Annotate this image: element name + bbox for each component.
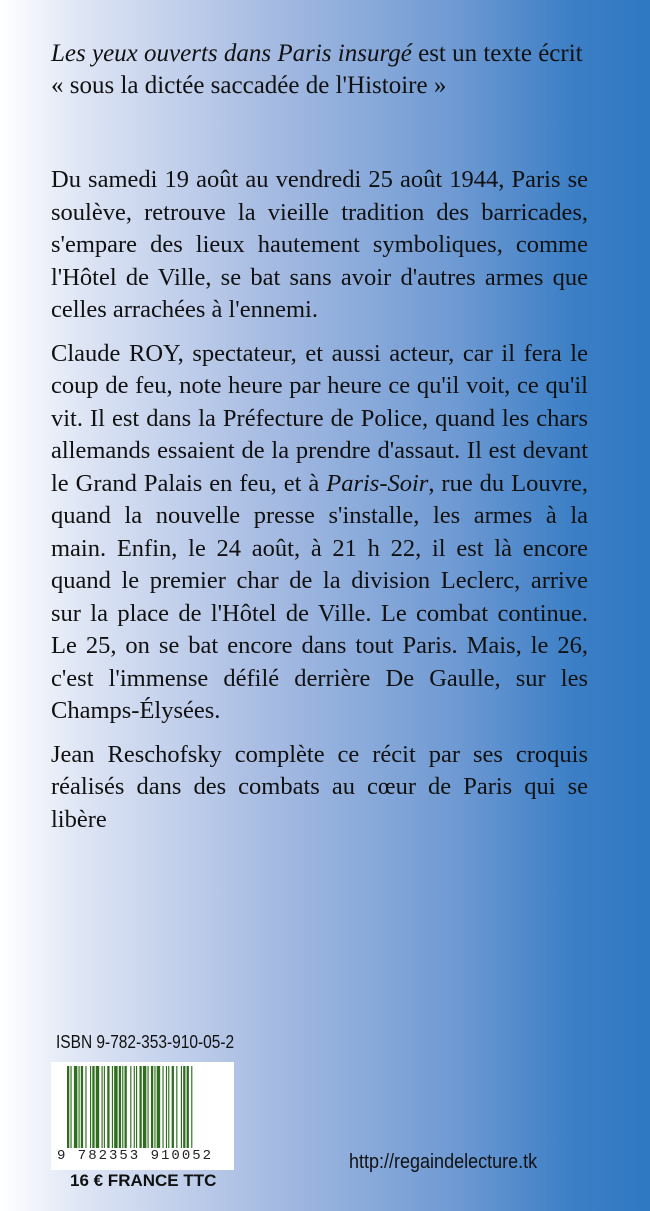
barcode-bar <box>122 1066 123 1148</box>
isbn-label: ISBN 9-782-353-910-05-2 <box>56 1032 235 1052</box>
barcode-bar <box>67 1066 69 1148</box>
barcode-bar <box>139 1066 141 1148</box>
barcode-bar <box>148 1066 149 1148</box>
intro-text <box>51 38 591 102</box>
barcode-bar <box>191 1066 192 1148</box>
intro-line1-rest: est un texte écrit <box>411 40 583 67</box>
barcode-bar <box>92 1066 94 1148</box>
barcode-bar <box>151 1066 153 1148</box>
barcode-bar <box>172 1066 174 1148</box>
intro-line2: « sous la dictée saccadée de l'Histoire » <box>51 72 447 99</box>
barcode-bar <box>134 1066 135 1148</box>
barcode-bar <box>136 1066 137 1148</box>
barcode-bar <box>181 1066 182 1148</box>
barcode-bar <box>102 1066 103 1148</box>
barcode-bar <box>162 1066 163 1148</box>
barcode-bar <box>119 1066 121 1148</box>
barcode-digits: 9 782353 910052 <box>57 1148 214 1164</box>
barcode-bar <box>168 1066 169 1148</box>
barcode-bar <box>157 1066 160 1148</box>
barcode-bar <box>74 1066 77 1148</box>
barcode-bar <box>183 1066 185 1148</box>
barcode-bar <box>187 1066 189 1148</box>
barcode-bar <box>104 1066 105 1148</box>
barcode-bar <box>81 1066 83 1148</box>
barcode-bar <box>130 1066 131 1148</box>
barcode-bar <box>107 1066 109 1148</box>
barcode-bar <box>114 1066 117 1148</box>
barcode-bar <box>176 1066 177 1148</box>
newspaper-title: Paris-Soir <box>326 469 429 497</box>
barcode-bar <box>70 1066 71 1148</box>
barcode-bar <box>143 1066 146 1148</box>
synopsis-paragraph-1: Du samedi 19 août au vendredi 25 août 1944, Paris se soulève, retrouve la vieille tradition des barricades, s'empare des lieux hautement symboliques, comme l'Hôtel de Ville, se bat sans avoir d'autres armes que celles arrachées à l'ennemi. <box>51 166 588 323</box>
barcode-bar <box>79 1066 80 1148</box>
book-title: Les yeux ouverts dans Paris insurgé <box>51 40 412 67</box>
synopsis-paragraph-3: Jean Reschofsky complète ce récit par ses croquis réalisés dans des combats au cœur de Paris qui se libère <box>51 740 588 833</box>
barcode <box>51 1062 234 1170</box>
barcode-bar <box>90 1066 91 1148</box>
publisher-url[interactable]: http://regaindelecture.tk <box>349 1151 538 1173</box>
barcode-bar <box>125 1066 127 1148</box>
synopsis-paragraph-2 <box>51 338 588 728</box>
barcode-bar <box>96 1066 99 1148</box>
synopsis <box>51 164 588 847</box>
barcode-bar <box>85 1066 86 1148</box>
barcode-bar <box>166 1066 167 1148</box>
barcode-bar <box>154 1066 155 1148</box>
price: 16 € FRANCE TTC <box>70 1171 217 1190</box>
barcode-bar <box>112 1066 113 1148</box>
paragraph-2-part-1: Claude ROY, spectateur, et aussi acteur, car il fera le coup de feu, note heure par heure ce qu'il voit, ce qu'il vit. Il est dans la Préfecture de Police, quand les chars allemands essaient de la prendre d'assaut. Il est devant le Grand Palais en feu, et à <box>51 339 588 497</box>
paragraph-2-part-2: , rue du Louvre, quand la nouvelle presse s'installe, les armes à la main. Enfin, le 24 août, à 21 h 22, il est là encore quand le premier char de la division Leclerc, arrive sur la place de l'Hôtel de Ville. Le combat continue. Le 25, on se bat encore dans tout Paris. Mais, le 26, c'est l'immense défilé derrière De Gaulle, sur les Champs-Élysées. <box>51 469 588 724</box>
